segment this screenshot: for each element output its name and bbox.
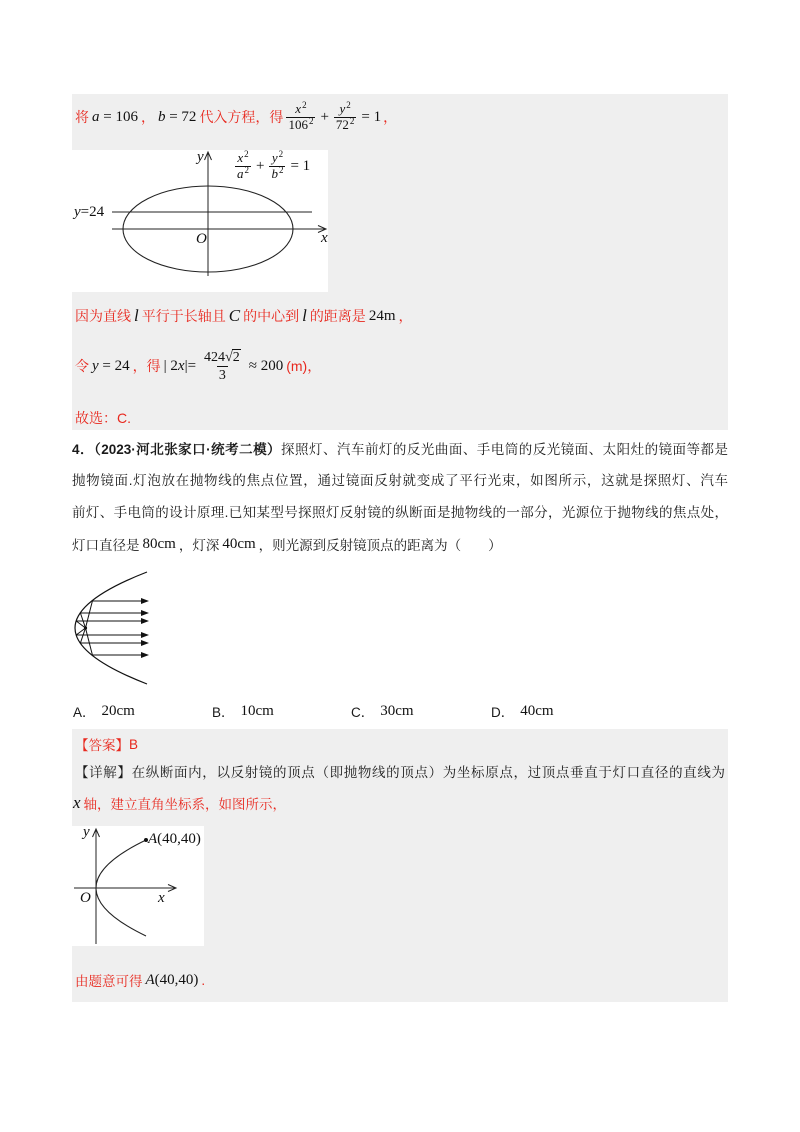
line-var-l-2: l [302,306,307,325]
ellipse-equation [232,151,312,182]
result-denominator [217,366,228,384]
previous-solution-panel [72,94,728,430]
explanation-line-2 [73,792,286,814]
eq-plus: + [256,158,265,174]
question-block [72,436,728,726]
term1-num-exp: 2 [302,99,307,110]
distance-end: ， [398,308,413,324]
explanation-line-1-text: 在纵断面内，以反射镜的顶点（即抛物线的顶点）为坐标原点，过顶点垂直于灯口直径的直线为 [131,765,725,780]
distance-text-4: 的距离是 [309,308,366,324]
coord-y-axis-label: y [83,824,90,840]
coord-x-axis-label: x [158,890,165,906]
answer-panel [72,729,728,1002]
ellipse-origin-label: O [196,231,207,247]
eq-term1-num-exp: 2 [244,149,249,159]
term1-numerator [293,99,308,117]
ellipse-y-axis-label: y [197,149,204,165]
eq-term1-den-exp: 2 [244,165,249,175]
point-a-coords: (40,40) [157,831,201,847]
plus-sign: + [320,108,329,125]
curve-var-c: C [228,306,241,325]
term1-den-base: 106 [288,116,308,132]
abs-close: |= [184,357,197,374]
distance-text-3: 的中心到 [243,308,300,324]
explanation-line-2-text: 轴，建立直角坐标系，如图所示， [83,797,287,812]
light-rays [76,598,149,658]
option-c-value: 30cm [380,702,414,719]
options-row [72,700,728,722]
solve-unit: (m)， [286,358,322,374]
option-d-value: 40cm [520,702,554,719]
result-fraction [202,349,243,384]
result-den-value: 3 [218,367,226,383]
eq-term2 [269,151,285,182]
solve-line [75,346,321,386]
eq-rhs: = 1 [290,158,311,174]
fraction-term2 [334,99,357,133]
solve-lead: 令 [75,358,89,374]
option-a[interactable] [73,700,135,722]
ellipse-figure [72,150,328,292]
question-line-1-text: 探照灯、汽车前灯的反光曲面、手电筒的反光镜面、太阳灶的镜面等都是 [281,442,729,457]
abs-expression [164,358,196,375]
question-line-1 [72,439,728,461]
reflector-figure [70,568,154,690]
eq-term1 [235,151,251,182]
result-end: . [201,972,206,988]
option-b-letter: B． [212,705,235,720]
distance-text-2: 平行于长轴且 [141,308,226,324]
result-num-value: 424 [204,349,226,365]
a-value: = 106 [103,108,138,125]
result-numerator [202,349,243,366]
coord-origin-label: O [80,890,91,906]
line-label-var: y [74,204,81,220]
option-c[interactable] [351,700,414,722]
eq-term2-denominator [269,166,285,182]
reflector-diagram [70,568,154,690]
solve-y-var: y [92,357,99,374]
result-point-coords: (40,40) [154,971,199,988]
ellipse-x-axis-label: x [321,230,328,246]
term2-numerator [338,99,353,117]
point-a-label [148,831,201,848]
y-assignment [92,358,130,375]
fraction-term1 [286,99,315,133]
question-line-3: 前灯、手电筒的设计原理.已知某型号探照灯反射镜的纵断面是抛物线的一部分，光源位于抛物线的焦点处， [72,505,728,520]
term2-num-var: y [339,100,346,116]
distance-text-1: 因为直线 [75,308,131,324]
eq-term1-num-var: x [237,150,244,165]
distance-value: 24m [368,307,396,324]
solve-mid: ，得 [132,358,161,374]
lamp-diameter: 80cm [142,535,176,552]
substitution-line [75,100,397,134]
question-number: 4． [72,442,94,457]
eq-term2-numerator [270,151,285,166]
result-point [146,972,199,989]
line-label [74,204,104,221]
option-a-value: 20cm [101,702,135,719]
term1-den-exp: 2 [308,115,314,126]
eq-term2-num-var: y [271,150,278,165]
eq-term2-den-var: b [271,166,278,181]
b-assignment [158,109,196,126]
approx-value: ≈ 200 [248,357,284,374]
eq-term1-denominator [235,166,251,182]
explanation-line-1 [75,762,725,784]
conclusion-line: 故选：C. [75,410,131,426]
explanation-label: 【详解】 [75,765,132,780]
result-line [75,968,205,992]
answer-value: B [129,736,139,752]
option-d-letter: D． [491,705,515,720]
result-text: 由题意可得 [75,974,143,989]
substitution-end: ， [383,109,398,125]
option-c-letter: C． [351,705,375,720]
a-var: a [92,108,100,125]
axis-var-x: x [73,793,81,812]
coordinate-figure [72,826,204,946]
abs-var: x [177,357,185,374]
term1-num-var: x [295,100,302,116]
eq-term1-den-var: a [237,166,244,181]
lamp-depth: 40cm [222,535,256,552]
term1-denominator [286,117,315,133]
option-b[interactable] [212,700,274,722]
option-b-value: 10cm [240,702,274,719]
equation-rhs: = 1 [361,108,382,125]
line-label-value: =24 [80,204,105,220]
answer-label: 【答案】 [75,738,129,753]
eq-term2-num-exp: 2 [278,149,284,159]
question-line-4-text-2: ，灯深 [178,538,220,553]
solve-y-value: = 24 [102,357,130,374]
eq-term2-den-exp: 2 [278,165,284,175]
question-line-2: 抛物镜面.灯泡放在抛物线的焦点位置，通过镜面反射就变成了平行光束，如图所示，这就是探照灯、汽车 [72,473,728,488]
term2-denominator [334,117,357,133]
sqrt-radicand: 2 [232,349,240,365]
question-line-4 [72,533,502,555]
b-value: = 72 [169,108,197,125]
answer-line [75,733,138,755]
abs-open: | 2 [163,357,178,374]
b-var: b [157,108,166,125]
term2-den-exp: 2 [349,115,355,126]
distance-line [75,304,412,328]
substitution-mid: 代入方程，得 [199,109,284,125]
term2-den-base: 72 [335,116,349,132]
question-line-4-text-3: ，则光源到反射镜顶点的距离为（ ） [258,538,502,553]
eq-term1-numerator [235,151,250,166]
line-var-l-1: l [134,306,139,325]
option-a-letter: A． [73,705,96,720]
option-d[interactable] [491,700,554,722]
question-source: （2023·河北张家口·统考二模） [93,442,282,457]
point-a-var: A [148,831,158,847]
a-assignment [92,109,138,126]
term2-num-exp: 2 [346,99,351,110]
result-point-var: A [145,971,155,988]
substitution-lead: 将 [75,109,89,125]
question-line-4-text-1: 灯口直径是 [72,538,140,553]
separator: ， [140,109,155,125]
sqrt-sign: √ [225,349,233,365]
